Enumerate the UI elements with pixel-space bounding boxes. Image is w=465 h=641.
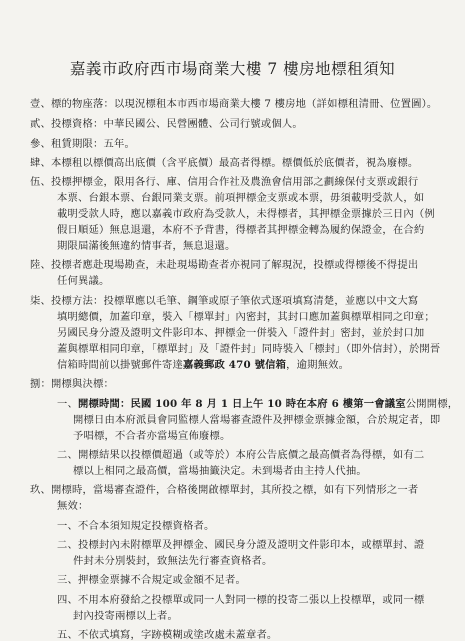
text-line: 另國民身分證及證明文件影印本、押標金一併裝入「證件封」密封，並於封口加 [57,327,425,339]
text-line: 標以上相同之最高價，當場抽籤決定。未到場者由主持人代抽。 [73,465,367,477]
text-line: 四、不用本府發給之投標單或同一人對同一標的投寄二張以上投標單，或同一標 [57,594,425,606]
text-line: 封內投寄兩標以上者。 [73,610,178,622]
text-line: 一、開標時間：民國 100 年 8 月 1 日上午 10 時在本府 6 樓第一會議室公開開標， [57,398,459,410]
text-line: 伍、投標押標金，限用各行、庫、信用合作社及農漁會信用部之劃線保付支票或銀行 [30,176,419,188]
text-line: 三、押標金票據不合規定或金額不足者。 [57,574,246,586]
document-title: 嘉義市政府西市場商業大樓 7 樓房地標租須知 [69,60,396,78]
text-line: 五、不依式填寫，字跡模糊或塗改處未蓋章者。 [57,629,278,641]
text-line: 捌：開標與決標： [30,378,114,390]
text-line: 填明總價，加蓋印章，裝入「標單封」內密封，其封口應加蓋與標單相同之印章； [57,311,435,323]
text-line: 柒、投標方法：投標單應以毛筆、鋼筆或原子筆依式逐項填寫清楚，並應以中文大寫 [30,295,419,307]
text-line: 玖、開標時，當場審查證件，合格後開啟標單封，其所投之標，如有下列情形之一者 [30,484,419,496]
text-line: 任何異議。 [57,275,110,287]
text-line: 開標日由本府派員會同監標人當場審查證件及押標金票據金額，合於規定者，即 [73,414,441,426]
text-line: 二、開標結果以投標價超過（或等於）本府公告底價之最高價者為得標，如有二 [57,449,425,461]
text-line: 件封未分別裝封，致無法先行審查資格者。 [73,555,273,567]
text-line: 參、租賃期限：五年。 [30,138,135,150]
text-line: 本票、台銀本票、台銀同業支票。前項押標金支票或本票，毋須載明受款人，如 [57,192,425,204]
text-line: 蓋與標單相同印章，「標單封」及「證件封」同時裝入「標封」（即外信封），於開晉 [57,343,441,355]
text-line: 予唱標，不合者亦當場宣佈廢標。 [73,430,231,442]
text-line: 無效： [57,500,89,512]
text-line: 信箱時間前以掛號郵件寄達嘉義郵政 470 號信箱，逾期無效。 [57,359,350,371]
text-line: 期限屆滿後無違約情事者，無息退還。 [57,240,236,252]
text-line: 壹、標的物座落：以現況標租本市西市場商業大樓 7 樓房地（詳如標租清冊、位置圖）。 [30,98,438,110]
text-line: 陸、投標者應赴現場勘查，未赴現場勘查者亦視同了解現況，投標或得標後不得提出 [30,259,419,271]
text-line: 肆、本標租以標價高出底價（含平底價）最高者得標。標價低於底價者，視為廢標。 [30,157,419,169]
text-line: 貳、投標資格：中華民國公、民營團體、公司行號或個人。 [30,118,303,130]
text-line: 一、不合本須知規定投標資格者。 [57,520,215,532]
text-line: 二、投標封內未附標單及押標金、國民身分證及證明文件影印本，或標單封、證 [57,539,425,551]
text-line: 載明受款人時，應以嘉義市政府為受款人，未得標者，其押標金票據於三日內（例 [57,208,435,220]
text-line: 假日順延）無息退還，本府不予背書，得標者其押標金轉為履約保證金，在合約 [57,224,425,236]
